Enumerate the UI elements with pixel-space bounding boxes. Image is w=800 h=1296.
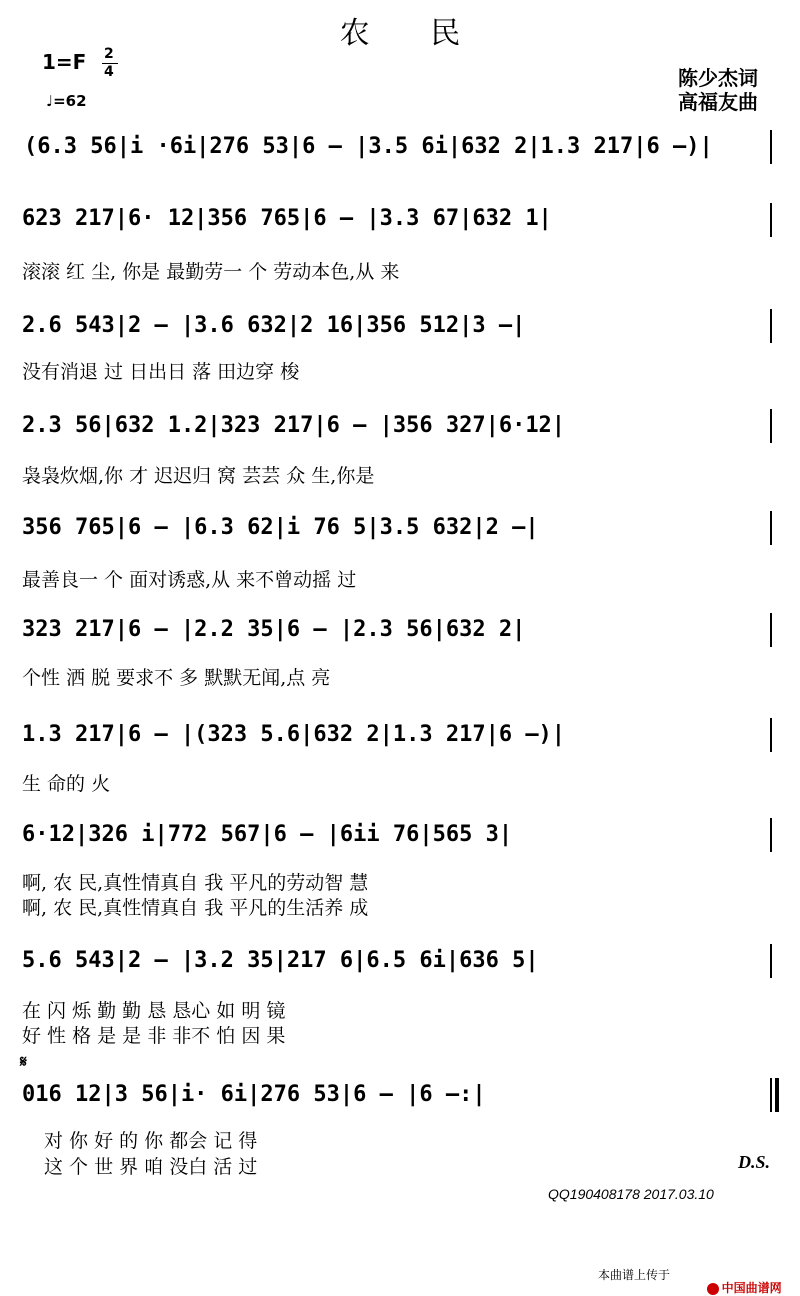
- score-row-notes: 2.3 56|632 1.2|323 217|6 – |356 327|6·12|: [22, 413, 566, 438]
- time-signature-top: 2: [104, 46, 114, 62]
- signature-line: QQ190408178 2017.03.10: [548, 1186, 714, 1202]
- lyricist-credit: 陈少杰词: [678, 66, 758, 90]
- composer-credit: 高福友曲: [678, 90, 758, 114]
- score-row-notes: 623 217|6· 12|356 765|6 – |3.3 67|632 1|: [22, 206, 552, 231]
- score-row-notes: 356 765|6 – |6.3 62|i 76 5|3.5 632|2 –|: [22, 515, 539, 540]
- site-logo-icon: [707, 1283, 719, 1295]
- lyric-line: 对 你 好 的 你 都会 记 得: [44, 1130, 258, 1152]
- score-row-notes: 6·12|326 i|772 567|6 – |6ii 76|565 3|: [22, 822, 513, 847]
- lyric-line: 最善良一 个 面对诱惑,从 来不曾动摇 过: [22, 569, 357, 591]
- score-row-notes: 5.6 543|2 – |3.2 35|217 6|6.5 6i|636 5|: [22, 948, 539, 973]
- score-row-notes: 016 12|3 56|i· 6i|276 53|6 – |6 –:|: [22, 1082, 486, 1107]
- site-logo: 中国曲谱网: [700, 1265, 782, 1296]
- score-row-notes: 1.3 217|6 – |(323 5.6|632 2|1.3 217|6 –)|: [22, 722, 566, 747]
- barline: [770, 511, 772, 545]
- barline: [770, 718, 772, 752]
- score-row-notes: (6.3 56|i ·6i|276 53|6 – |3.5 6i|632 2|1.3 217|6 –)|: [24, 134, 713, 159]
- lyric-line: 没有消退 过 日出日 落 田边穿 梭: [22, 361, 300, 383]
- upload-note: 本曲谱上传于: [598, 1268, 671, 1282]
- barline: [770, 1078, 772, 1112]
- barline: [770, 613, 772, 647]
- lyric-line: 啊, 农 民,真性情真自 我 平凡的劳动智 慧: [22, 872, 369, 894]
- tempo-mark: ♩=62: [46, 92, 87, 110]
- barline: [770, 309, 772, 343]
- lyric-line: 这 个 世 界 咱 没白 活 过: [44, 1156, 258, 1178]
- lyric-line: 啊, 农 民,真性情真自 我 平凡的生活养 成: [22, 897, 369, 919]
- dal-segno-mark: D.S.: [738, 1152, 771, 1172]
- barline: [770, 818, 772, 852]
- barline: [770, 203, 772, 237]
- final-barline: [775, 1078, 779, 1112]
- lyric-line: 滚滚 红 尘, 你是 最勤劳一 个 劳动本色,从 来: [22, 261, 400, 283]
- lyric-line: 生 命的 火: [22, 773, 111, 795]
- song-title: 农 民: [339, 16, 461, 51]
- lyric-line: 在 闪 烁 勤 勤 恳 恳心 如 明 镜: [22, 1000, 286, 1022]
- time-signature-bottom: 4: [104, 64, 114, 80]
- score-row-notes: 2.6 543|2 – |3.6 632|2 16|356 512|3 –|: [22, 313, 526, 338]
- lyric-line: 个性 洒 脱 要求不 多 默默无闻,点 亮: [22, 667, 331, 689]
- lyric-line: 袅袅炊烟,你 才 迟迟归 窝 芸芸 众 生,你是: [22, 465, 375, 487]
- segno-mark: 𝄋: [20, 1052, 27, 1071]
- barline: [770, 130, 772, 164]
- barline: [770, 409, 772, 443]
- lyric-line: 好 性 格 是 是 非 非不 怕 因 果: [22, 1025, 286, 1047]
- barline: [770, 944, 772, 978]
- key-signature: 1=F: [42, 50, 87, 74]
- score-row-notes: 323 217|6 – |2.2 35|6 – |2.3 56|632 2|: [22, 617, 526, 642]
